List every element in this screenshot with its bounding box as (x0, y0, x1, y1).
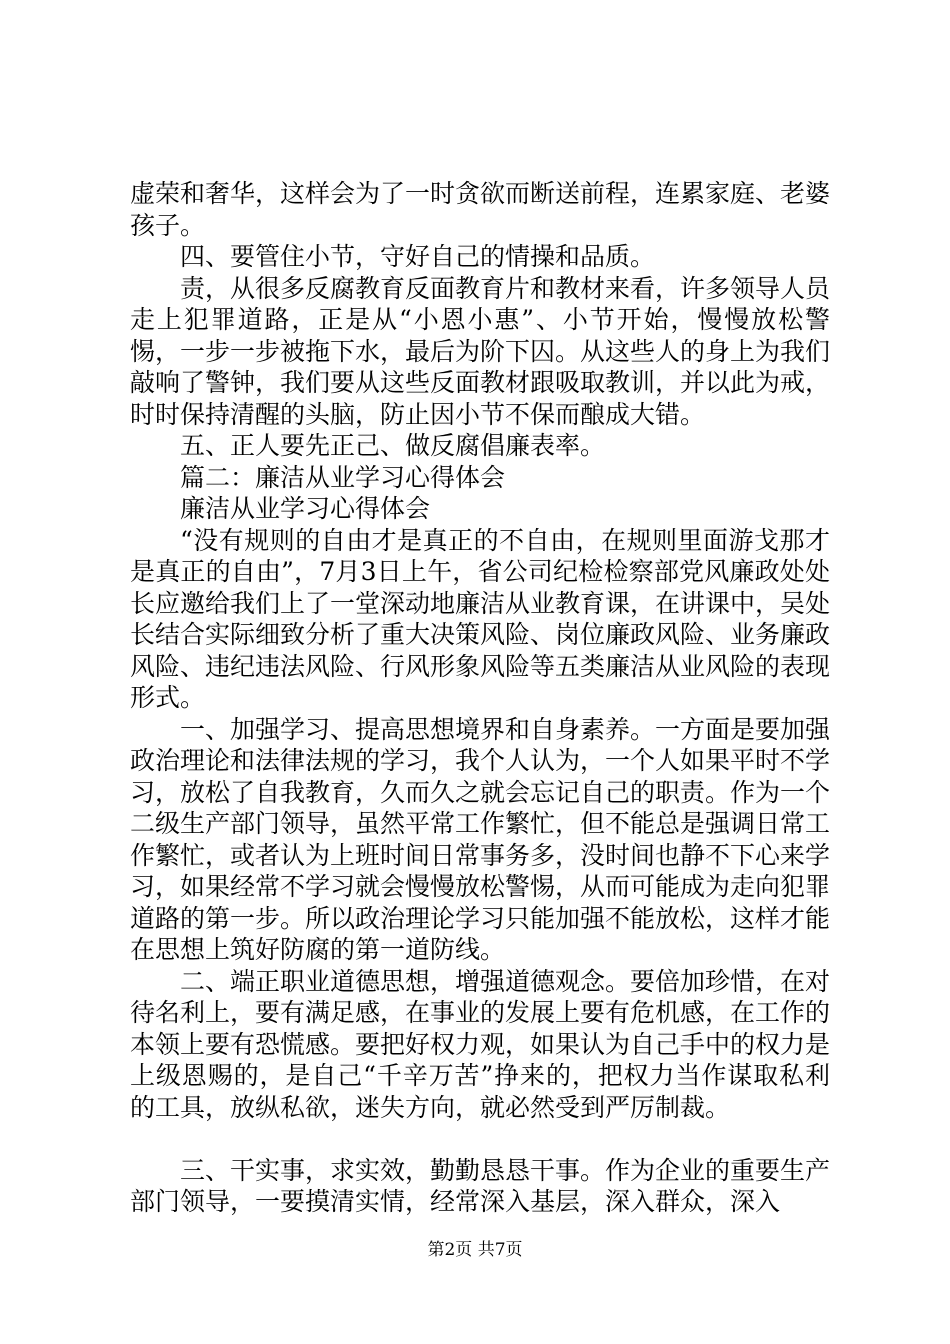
paragraph-point-two: 二、端正职业道德思想，增强道德观念。要倍加珍惜，在对待名利上，要有满足感，在事业的发展上要有危机感，在工作的本领上要有恐慌感。要把好权力观，如果认为自己手中的权力是上级恩赐的，是自己“千辛万苦”挣来的，把权力当作谋取私利的工具，放纵私欲，迷失方向，就必然受到严厉制裁。 (130, 966, 831, 1122)
document-body (130, 178, 830, 1218)
paragraph-continuation: 虚荣和奢华，这样会为了一时贪欲而断送前程，连累家庭、老婆孩子。 (130, 179, 831, 240)
paragraph-point-three: 三、干实事，求实效，勤勤恳恳干事。作为企业的重要生产部门领导，一要摸清实情，经常深入基层，深入群众，深入 (130, 1155, 831, 1216)
chapter-heading: 篇二：廉洁从业学习心得体会 (180, 462, 506, 492)
paragraph-point-one: 一、加强学习、提高思想境界和自身素养。一方面是要加强政治理论和法律法规的学习，我个人认为，一个人如果平时不学习，放松了自我教育，久而久之就会忘记自己的职责。作为一个二级生产部门领导，虽然平常工作繁忙，但不能总是强调日常工作繁忙，或者认为上班时间日常事务多，没时间也静不下心来学习，如果经常不学习就会慢慢放松警惕，从而可能成为走向犯罪道路的第一步。所以政治理论学习只能加强不能放松，这样才能在思想上筑好防腐的第一道防线。 (130, 714, 831, 964)
paragraph-responsibility: 责，从很多反腐教育反面教育片和教材来看，许多领导人员走上犯罪道路，正是从“小恩小惠”、小节开始，慢慢放松警惕，一步一步被拖下水，最后为阶下囚。从这些人的身上为我们敲响了警钟，我们要从这些反面教材跟吸取教训，并以此为戒，时时保持清醒的头脑，防止因小节不保而酿成大错。 (130, 273, 831, 429)
page-number-footer: 第2页 共7页 (427, 1240, 523, 1260)
section-heading-four: 四、要管住小节，守好自己的情操和品质。 (180, 242, 656, 271)
section-heading-five: 五、正人要先正己、做反腐倡廉表率。 (180, 431, 606, 460)
article-title: 廉洁从业学习心得体会 (180, 494, 431, 523)
paragraph-intro: “没有规则的自由才是真正的不自由，在规则里面游戈那才是真正的自由”，7月3日上午，省公司纪检检察部党风廉政处处长应邀给我们上了一堂深动地廉洁从业教育课，在讲课中，吴处长结合实际细致分析了重大决策风险、岗位廉政风险、业务廉政风险、违纪违法风险、行风形象风险等五类廉洁从业风险的表现形式。 (130, 525, 831, 712)
